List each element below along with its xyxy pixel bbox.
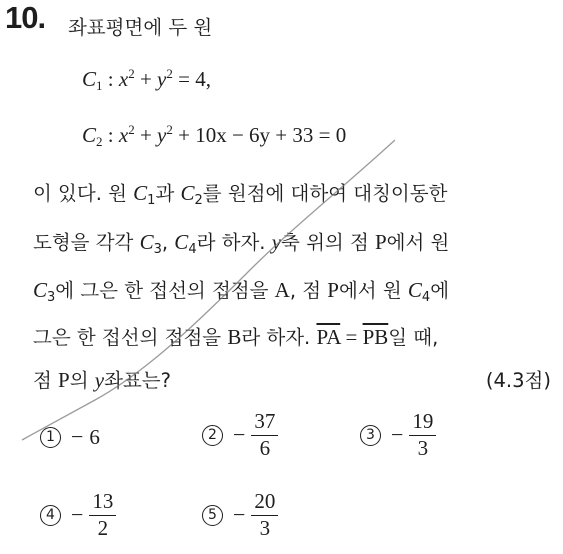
option-5[interactable] bbox=[202, 490, 278, 540]
text: 라 하자. bbox=[196, 231, 272, 254]
text: 축 위의 점 bbox=[281, 231, 375, 254]
points-label: (4.3점) bbox=[485, 369, 551, 392]
text: , 점 bbox=[289, 279, 328, 302]
minus-sign: − bbox=[71, 502, 84, 528]
problem-line-5 bbox=[33, 365, 171, 393]
option-marker: 4 bbox=[40, 505, 61, 526]
option-marker: 3 bbox=[360, 425, 381, 446]
circle-c3-ref: C bbox=[139, 230, 154, 254]
subscript: 2 bbox=[194, 193, 203, 208]
circle-c2-ref: C bbox=[180, 181, 195, 205]
exponent: 2 bbox=[166, 66, 173, 81]
text: , bbox=[161, 231, 175, 254]
subscript: 4 bbox=[421, 290, 431, 305]
fraction bbox=[409, 410, 436, 460]
subscript: 2 bbox=[96, 134, 103, 149]
numerator: 20 bbox=[251, 490, 278, 516]
point-a: A bbox=[274, 278, 290, 302]
point-p: P bbox=[327, 278, 339, 302]
fraction bbox=[251, 410, 278, 460]
circle-c4-ref: C bbox=[174, 230, 189, 254]
circle-c1-ref: C bbox=[133, 181, 148, 205]
fraction bbox=[251, 490, 278, 540]
text: 과 bbox=[155, 182, 181, 205]
denominator: 2 bbox=[97, 515, 109, 540]
denominator: 6 bbox=[259, 435, 271, 460]
plus: + bbox=[134, 67, 158, 91]
point-p: P bbox=[58, 368, 70, 392]
option-marker: 1 bbox=[40, 427, 61, 448]
denominator: 3 bbox=[259, 515, 271, 540]
option-marker: 2 bbox=[202, 425, 223, 446]
circle-c4-ref: C bbox=[407, 278, 422, 302]
colon: : bbox=[102, 67, 119, 91]
var-y: y bbox=[157, 123, 167, 147]
text: 를 원점에 대하여 대칭이동한 bbox=[202, 182, 448, 205]
var-y: y bbox=[157, 67, 167, 91]
minus-sign: − bbox=[233, 502, 246, 528]
subscript: 3 bbox=[47, 290, 56, 305]
minus-sign: − bbox=[233, 422, 246, 448]
numerator: 13 bbox=[89, 490, 116, 516]
point-p: P bbox=[374, 230, 387, 254]
exponent: 2 bbox=[166, 122, 173, 137]
option-4[interactable] bbox=[40, 490, 116, 540]
exponent: 2 bbox=[128, 66, 135, 81]
text: 이 있다. 원 bbox=[33, 182, 134, 205]
text: 에 그은 한 접선의 접점을 bbox=[55, 279, 275, 302]
text: 에서 원 bbox=[386, 231, 450, 254]
point-b: B bbox=[227, 325, 242, 349]
numerator: 37 bbox=[251, 410, 278, 436]
text: 일 때, bbox=[388, 326, 439, 349]
plus: + bbox=[134, 123, 158, 147]
var-x: x bbox=[118, 123, 129, 147]
denominator: 3 bbox=[417, 435, 429, 460]
equation-c2 bbox=[82, 122, 346, 150]
circle-c3-ref: C bbox=[33, 278, 48, 302]
problem-line-2 bbox=[33, 227, 449, 257]
var-x: x bbox=[118, 67, 129, 91]
subscript: 3 bbox=[153, 242, 162, 257]
text: 에 bbox=[430, 279, 450, 302]
text: 라 하자. bbox=[241, 326, 317, 349]
var-y: y bbox=[271, 230, 282, 254]
text: 좌표는? bbox=[104, 369, 171, 392]
option-marker: 5 bbox=[202, 505, 223, 526]
equation-c1 bbox=[82, 66, 211, 94]
colon: : bbox=[102, 123, 119, 147]
option-2[interactable] bbox=[202, 410, 278, 460]
var-y: y bbox=[94, 368, 105, 392]
problem-line-1 bbox=[33, 178, 447, 208]
segment-pb: $\overline{PB}$ bbox=[362, 325, 389, 349]
option-value: 6 bbox=[89, 424, 100, 449]
problem-number: 10. bbox=[5, 0, 46, 35]
text: 그은 한 접선의 접점을 bbox=[33, 326, 228, 349]
numerator: 19 bbox=[409, 410, 436, 436]
subscript: 4 bbox=[188, 242, 197, 257]
fraction bbox=[89, 490, 116, 540]
circle-c2-name: C bbox=[82, 123, 97, 147]
equation-rhs: + 10x − 6y + 33 = 0 bbox=[172, 123, 347, 147]
equals: = bbox=[340, 325, 363, 349]
option-1[interactable] bbox=[40, 424, 100, 450]
subscript: 1 bbox=[147, 193, 156, 208]
text: 의 bbox=[69, 369, 95, 392]
text: 에서 원 bbox=[338, 279, 408, 302]
segment-pa: $\overline{PA}$ bbox=[316, 325, 341, 349]
exponent: 2 bbox=[128, 122, 135, 137]
subscript: 1 bbox=[96, 78, 103, 93]
minus-sign: − bbox=[391, 422, 404, 448]
problem-line-3 bbox=[33, 275, 449, 305]
text: 도형을 각각 bbox=[33, 231, 140, 254]
problem-intro: 좌표평면에 두 원 bbox=[68, 16, 213, 39]
minus-sign: − bbox=[71, 424, 84, 449]
equation-rhs: = 4, bbox=[172, 67, 211, 91]
option-3[interactable] bbox=[360, 410, 436, 460]
text: 점 bbox=[33, 369, 59, 392]
problem-line-4 bbox=[33, 322, 438, 350]
circle-c1-name: C bbox=[82, 67, 97, 91]
